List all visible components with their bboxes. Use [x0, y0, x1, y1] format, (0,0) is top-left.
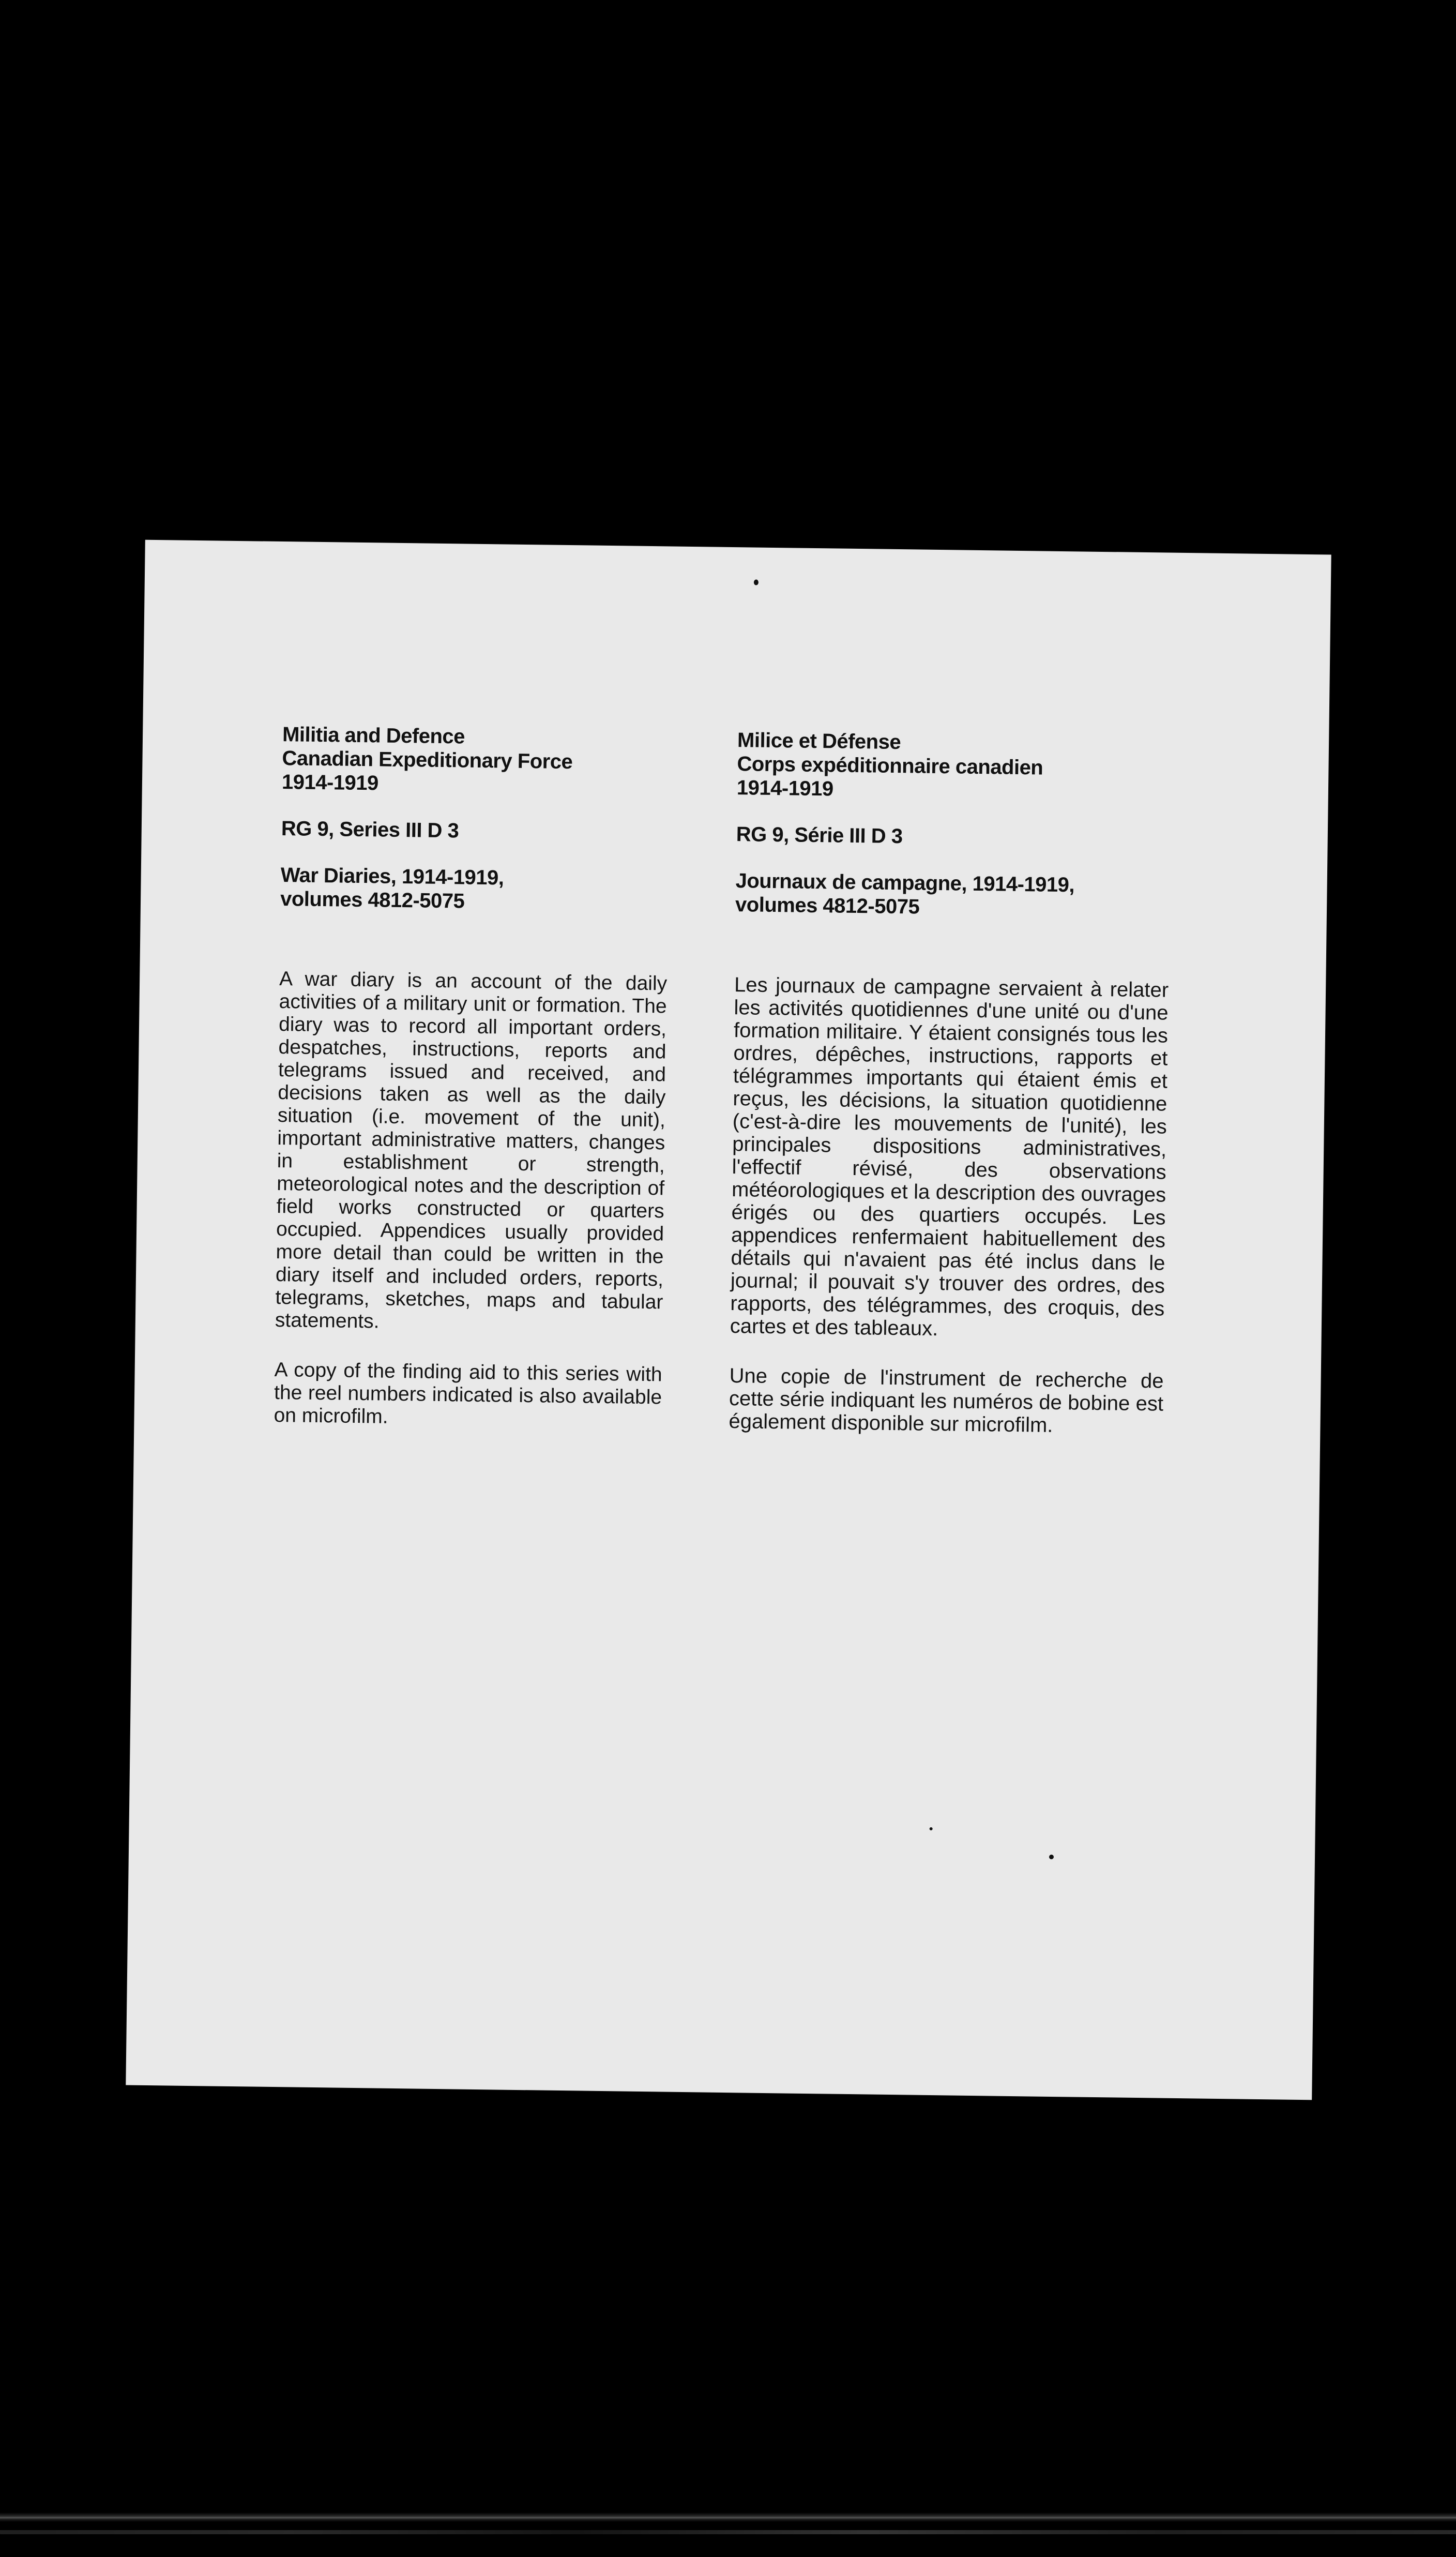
document-page: [126, 540, 1331, 2100]
english-header-line-3: 1914-1919: [281, 771, 379, 795]
french-title-line-2: volumes 4812-5075: [735, 893, 920, 919]
english-header-line-1: Militia and Defence: [282, 723, 465, 748]
english-record-group-text: RG 9, Series III D 3: [281, 817, 459, 843]
english-title-line-2: volumes 4812-5075: [280, 888, 465, 913]
film-edge-noise: [0, 2530, 1456, 2534]
dust-speck: [1049, 1855, 1054, 1859]
french-header-line-2: Corps expéditionnaire canadien: [737, 753, 1043, 779]
english-paragraph-2: A copy of the finding aid to this series with the reel numbers indicated is also available on microfilm.: [274, 1358, 662, 1428]
french-paragraph-2: Une copie de l'instrument de recherche de cette série indiquant les numéros de bobine est également disponible sur microfilm.: [729, 1364, 1164, 1437]
french-column: [729, 728, 1172, 1465]
french-title-line-1: Journaux de campagne, 1914-1919,: [735, 869, 1075, 897]
french-record-group-text: RG 9, Série III D 3: [736, 823, 903, 848]
english-paragraph-1: A war diary is an account of the daily activities of a military unit or formation. The diary was to record all important orders, despatches, instructions, reports and telegrams issued and received, and decisions taken as well as the daily situation (i.e. movement of the unit), important administrative matters, changes in establishment or strength, meteorological notes and the description of field works constructed or quarters occupied. Appendices usually provided more detail than could be written in the diary itself and included orders, reports, telegrams, sketches, maps and tabular statements.: [275, 968, 668, 1333]
english-title: [280, 863, 669, 915]
french-record-group: [736, 822, 1171, 852]
french-paragraph-1: Les journaux de campagne servaient à relater les activités quotidiennes d'une unité ou d'une formation militaire. Y étaient consignés tous les ordres, dépêches, instructions, rapports et télégrammes importants qui étaient émis et reçus, les décisions, la situation quotidienne (c'est-à-dire les mouvements de l'unité), les principales dispositions administratives, l'effectif révisé, des observations météorologiques et la description des ouvrages érigés ou des quartiers occupés. Les appendices renfermaient habituellement des détails qui n'avaient pas été inclus dans le journal; il pouvait s'y trouver des ordres, des rapports, des télégrammes, des croquis, des cartes et des tableaux.: [730, 973, 1169, 1341]
english-header: [282, 723, 671, 799]
french-header-line-3: 1914-1919: [736, 776, 833, 801]
english-column: [274, 723, 671, 1458]
english-title-line-1: War Diaries, 1914-1919,: [280, 864, 504, 890]
english-header-line-2: Canadian Expeditionary Force: [282, 747, 573, 774]
staple-mark: [754, 580, 759, 585]
french-header: [737, 728, 1172, 805]
french-title: [735, 869, 1170, 922]
film-edge: [0, 2513, 1456, 2522]
dust-speck: [930, 1827, 933, 1830]
english-record-group: [281, 817, 670, 845]
french-header-line-1: Milice et Défense: [737, 729, 901, 754]
